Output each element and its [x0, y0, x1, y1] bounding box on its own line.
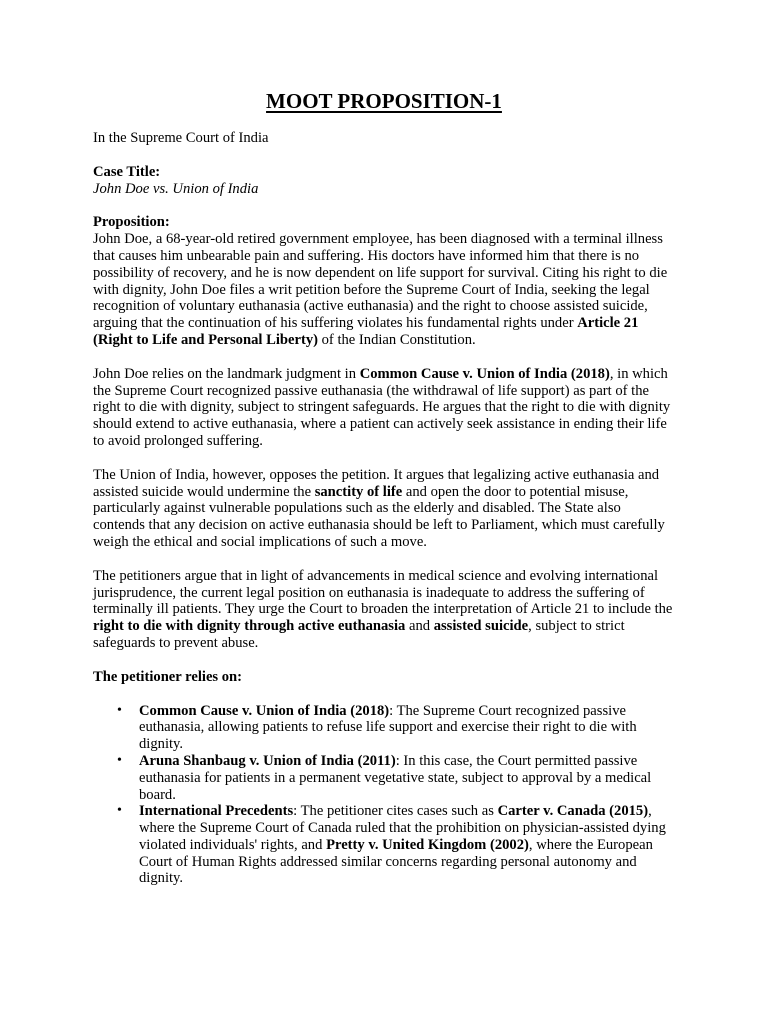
paragraph-4: The petitioners argue that in light of advancements in medical science and evolving international jurisprudence, the current legal position on euthanasia is inadequate to address the suffering of terminally ill patients. They urge the Court to broaden the interpretation of Article 21 to include the right to die with dignity through active euthanasia and assisted suicide, subject to strict safeguards to prevent abuse. — [93, 567, 673, 651]
paragraph-2: John Doe relies on the landmark judgment in Common Cause v. Union of India (2018), in which the Supreme Court recognized passive euthanasia (the withdrawal of life support) as part of the right to die with dignity, subject to stringent safeguards. He argues that the right to die with dignity should extend to active euthanasia, where a patient can actively seek assistance in ending their life to avoid prolonged suffering. — [93, 365, 671, 449]
court-line: In the Supreme Court of India — [93, 130, 269, 146]
paragraph-3: The Union of India, however, opposes the petition. It argues that legalizing active euthanasia and assisted suicide would undermine the sanctity of life and open the door to potential misuse, particularly against vulnerable populations such as the elderly and disabled. The State also contends that any decision on active euthanasia should be left to Parliament, which must carefully weigh the ethical and social implications of such a move. — [93, 466, 665, 550]
document-body — [93, 130, 675, 887]
precedent-list — [93, 703, 675, 888]
proposition-label: Proposition: — [93, 214, 170, 231]
list-item: • Aruna Shanbaug v. Union of India (2011): In this case, the Court permitted passive euthanasia for patients in a permanent vegetative state, subject to approval by a medical board. — [139, 753, 675, 803]
case-title-label: Case Title: — [93, 163, 161, 180]
relies-label: The petitioner relies on: — [93, 668, 243, 685]
list-item: • International Precedents: The petitioner cites cases such as Carter v. Canada (2015), where the Supreme Court of Canada ruled that the prohibition on physician-assisted dying violated individuals' rights, and Pretty v. United Kingdom (2002), where the European Court of Human Rights addressed similar concerns regarding personal autonomy and dignity. — [139, 803, 675, 887]
paragraph-1: John Doe, a 68-year-old retired government employee, has been diagnosed with a terminal illness that causes him unbearable pain and suffering. His doctors have informed him that there is no possibility of recovery, and he is now dependent on life support for survival. Citing his right to die with dignity, John Doe files a writ petition before the Supreme Court of India, seeking the legal recognition of voluntary euthanasia (active euthanasia) and the right to choose assisted suicide, arguing that the continuation of his suffering violates his fundamental rights under Article 21 (Right to Life and Personal Liberty) of the Indian Constitution. — [93, 231, 668, 348]
document-title: MOOT PROPOSITION-1 — [266, 89, 502, 113]
case-title: John Doe vs. Union of India — [93, 180, 259, 197]
list-item: • Common Cause v. Union of India (2018): The Supreme Court recognized passive euthanasia, allowing patients to refuse life support and exercise their right to die with dignity. — [139, 703, 675, 753]
